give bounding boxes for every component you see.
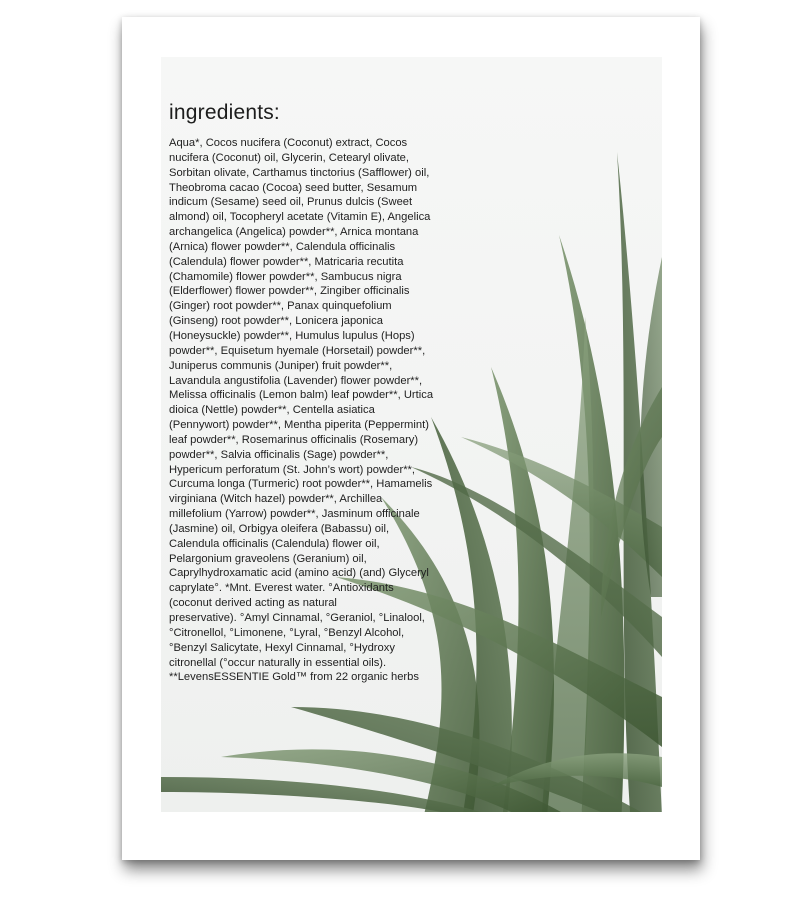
- ingredients-heading: ingredients:: [169, 101, 280, 124]
- plant-photo: [161, 57, 662, 812]
- label-card: [122, 17, 700, 860]
- ingredients-text: Aqua*, Cocos nucifera (Coconut) extract, Cocos nucifera (Coconut) oil, Glycerin, Cetearyl olivate, Sorbitan olivate, Carthamus tinctorius (Safflower) oil, Theobroma cacao (Cocoa) seed butter, Sesamum indicum (Sesame) seed oil, Prunus dulcis (Sweet almond) oil, Tocopheryl acetate (Vitamin E), Angelica archangelica (Angelica) powder**, Arnica montana (Arnica) flower powder**, Calendula officinalis (Calendula) flower powder**, Matricaria recutita (Chamomile) flower powder**, Sambucus nigra (Elderflower) flower powder**, Zingiber officinalis (Ginger) root powder**, Panax quinquefolium (Ginseng) root powder**, Lonicera japonica (Honeysuckle) powder**, Humulus lupulus (Hops) powder**, Equisetum hyemale (Horsetail) powder**, Juniperus communis (Juniper) fruit powder**, Lavandula angustifolia (Lavender) flower powder**, Melissa officinalis (Lemon balm) leaf powder**, Urtica dioica (Nettle) powder**, Centella asiatica (Pennywort) powder**, Mentha piperita (Peppermint) leaf powder**, Rosemarinus officinalis (Rosemary) powder**, Salvia officinalis (Sage) powder**, Hypericum perforatum (St. John’s wort) powder**, Curcuma longa (Turmeric) root powder**, Hamamelis virginiana (Witch hazel) powder**, Archillea millefolium (Yarrow) powder**, Jasminum officinale (Jasmine) oil, Orbigya oleifera (Babassu) oil, Calendula officinalis (Calendula) flower oil, Pelargonium graveolens (Geranium) oil, Caprylhydroxamatic acid (amino acid) (and) Glyceryl caprylate°. *Mnt. Everest water. °Antioxidants (coconut derived acting as natural preservative). °Amyl Cinnamal, °Geraniol, °Linalool, °Citronellol, °Limonene, °Lyral, °Benzyl Alcohol, °Benzyl Salicytate, Hexyl Cinnamal, °Hydroxy citronellal (°occur naturally in essential oils). **LevensESSENTIE Gold™ from 22 organic herbs: [169, 137, 434, 684]
